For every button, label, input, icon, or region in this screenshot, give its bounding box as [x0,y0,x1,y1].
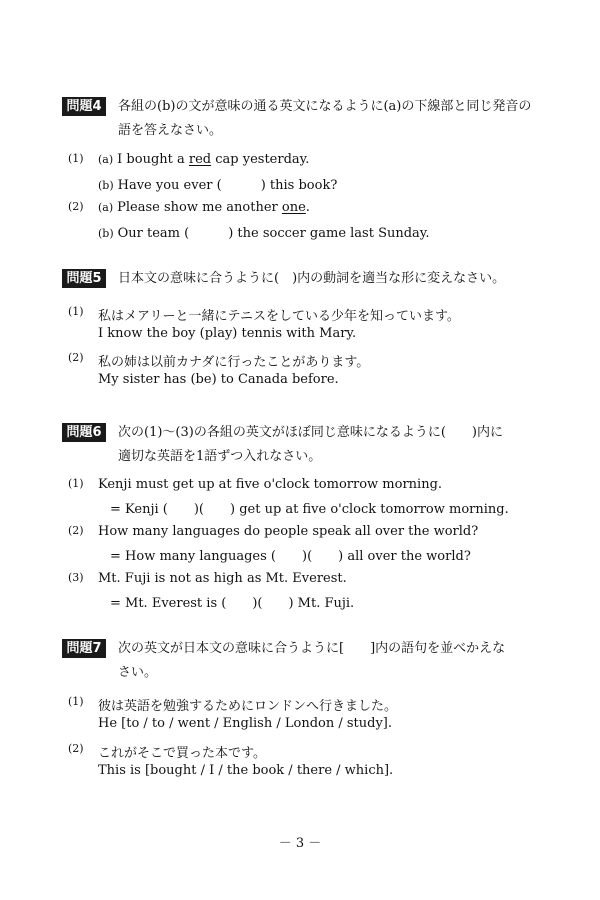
question-5-header [62,267,562,291]
q4-item-2-b: (b) Our team ( ) the soccer game last Sunday. [98,226,430,241]
q7-item-2-english: This is [bought / I / the book / there / which]. [98,763,394,778]
q6-item-1-line1: Kenji must get up at five o'clock tomorrow morning. [98,477,443,492]
item-number: (1) [68,695,84,708]
q6-item-1-line2: = Kenji ( )( ) get up at five o'clock tomorrow morning. [110,502,509,517]
q5-item-2-english: My sister has (be) to Canada before. [98,372,339,387]
item-number: (1) [68,477,84,490]
underlined-word: red [188,152,212,167]
q5-item-1-english: I know the boy (play) tennis with Mary. [98,326,357,341]
item-number: (2) [68,200,84,213]
question-6-badge: 問題6 [62,423,106,442]
item-number: (2) [68,742,84,755]
item-number: (1) [68,152,84,165]
q7-item-1-english: He [to / to / went / English / London / study]. [98,716,393,731]
q5-item-1-japanese: 私はメアリーと一緒にテニスをしている少年を知っています。 [98,309,460,324]
q4-item-2-a: (a) Please show me another one. [98,200,310,215]
q4-item-1-b: (b) Have you ever ( ) this book? [98,178,338,193]
question-4 [62,95,562,143]
q7-item-1-japanese: 彼は英語を勉強するためにロンドンへ行きました。 [98,699,398,714]
q6-item-3-line1: Mt. Fuji is not as high as Mt. Everest. [98,571,347,586]
q7-item-2-japanese: これがそこで買った本です。 [98,746,266,761]
question-4-header [62,95,562,143]
q6-item-2-line1: How many languages do people speak all over the world? [98,524,479,539]
question-7-header [62,637,562,685]
question-6-header [62,421,562,469]
item-number: (2) [68,524,84,537]
question-4-instruction-line1: 各組の(b)の文が意味の通る英文になるように(a)の下線部と同じ発音の [118,99,532,114]
question-4-instruction-line2: 語を答えなさい。 [118,123,223,138]
question-5 [62,267,562,291]
question-6 [62,421,562,469]
page-number: － 3 － [278,836,322,851]
item-number: (2) [68,351,84,364]
question-6-instruction-line1: 次の(1)～(3)の各組の英文がほぼ同じ意味になるように( )内に [118,425,503,440]
question-4-badge: 問題4 [62,97,106,116]
question-7 [62,637,562,685]
question-7-instruction-line2: さい。 [118,665,158,680]
item-number: (3) [68,571,84,584]
question-5-badge: 問題5 [62,269,106,288]
underlined-word: one [281,200,306,215]
item-number: (1) [68,305,84,318]
q5-item-2-japanese: 私の姉は以前カナダに行ったことがあります。 [98,355,370,370]
q6-item-3-line2: = Mt. Everest is ( )( ) Mt. Fuji. [110,596,355,611]
q6-item-2-line2: = How many languages ( )( ) all over the world? [110,549,471,564]
question-7-badge: 問題7 [62,639,106,658]
question-7-instruction-line1: 次の英文が日本文の意味に合うように[ ]内の語句を並べかえな [118,641,506,656]
question-5-instruction: 日本文の意味に合うように( )内の動詞を適当な形に変えなさい。 [118,271,506,286]
question-6-instruction-line2: 適切な英語を1語ずつ入れなさい。 [118,449,322,464]
q4-item-1-a: (a) I bought a red cap yesterday. [98,152,310,167]
